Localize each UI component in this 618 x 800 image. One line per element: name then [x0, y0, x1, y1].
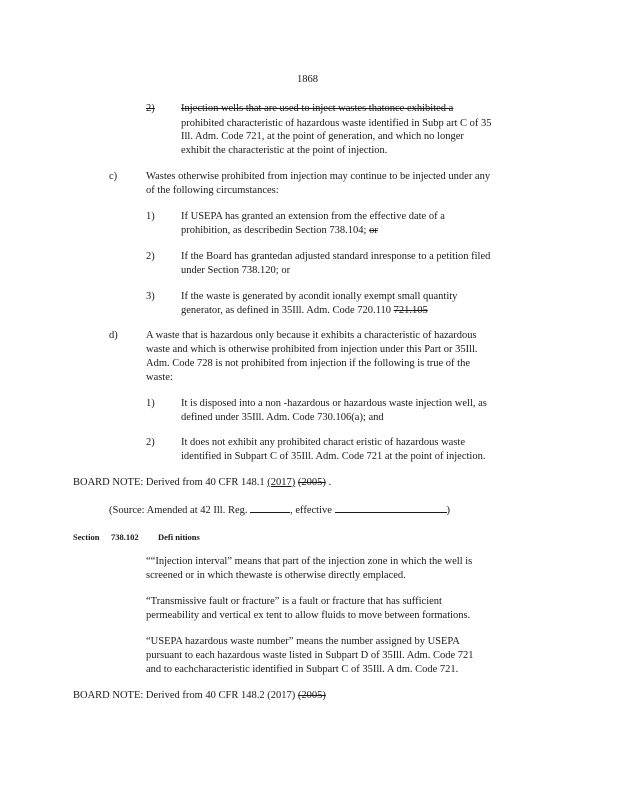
- text-line: It is disposed into a non -hazardous or hazardous waste injection well, as: [181, 398, 487, 409]
- text-line: prohibition, as describedin Section 738.104; or: [181, 225, 378, 236]
- definition-line: permeability and vertical ex tent to allow fluids to move between formations.: [146, 610, 471, 621]
- definition-line: “USEPA hazardous waste number” means the number assigned by USEPA: [146, 636, 460, 647]
- text-line: of the following circumstances:: [146, 185, 279, 196]
- text-line: waste and which is otherwise prohibited from injection under this Part or 35Ill.: [146, 344, 478, 355]
- item-label: 1): [146, 398, 155, 409]
- definition-line: ““Injection interval” means that part of the injection zone in which the well is: [146, 556, 473, 567]
- text-line: under Section 738.120; or: [181, 265, 291, 276]
- text-line: It does not exhibit any prohibited charact eristic of hazardous waste: [181, 437, 465, 448]
- definition-line: “Transmissive fault or fracture” is a fault or fracture that has sufficient: [146, 596, 442, 607]
- text-line: Adm. Code 728 is not prohibited from injection if the following is true of the: [146, 358, 470, 369]
- text-line: generator, as defined in 35Ill. Adm. Code 720.110 721.105: [181, 305, 428, 316]
- text-line: identified in Subpart C of 35Ill. Adm. Code 721 at the point of injection.: [181, 451, 486, 462]
- struck-word: 721.105: [393, 305, 428, 316]
- item-label: 3): [146, 291, 155, 302]
- text-line: If the waste is generated by acondit ionally exempt small quantity: [181, 291, 458, 302]
- text-line: waste:: [146, 372, 173, 383]
- item-label: 1): [146, 211, 155, 222]
- item-label: 2): [146, 103, 155, 114]
- definition-line: screened or in which thewaste is otherwise directly emplaced.: [146, 570, 406, 581]
- item-label: 2): [146, 251, 155, 262]
- struck-line: Injection wells that are used to inject wastes thatonce exhibited a: [181, 103, 454, 114]
- blank-effective-date: [335, 502, 447, 513]
- board-note: BOARD NOTE: Derived from 40 CFR 148.2 (2017) (2005): [73, 690, 326, 701]
- board-note: BOARD NOTE: Derived from 40 CFR 148.1 (2017) (2005) .: [73, 477, 332, 488]
- item-label: 2): [146, 437, 155, 448]
- text-line: Ill. Adm. Code 721, at the point of generation, and which no longer: [181, 131, 464, 142]
- text-line: exhibit the characteristic at the point of injection.: [181, 145, 388, 156]
- section-label: Section: [73, 532, 100, 542]
- text-line: A waste that is hazardous only because it exhibits a characteristic of hazardous: [146, 330, 477, 341]
- text-line: prohibited characteristic of hazardous waste identified in Subp art C of 35: [181, 118, 492, 129]
- struck-word: or: [369, 225, 378, 236]
- added-text: (2017): [267, 477, 296, 488]
- subsection-label: d): [109, 330, 118, 341]
- text-line: If USEPA has granted an extension from the effective date of a: [181, 211, 445, 222]
- source-line: (Source: Amended at 42 Ill. Reg. , effective ): [109, 502, 450, 518]
- text-line: defined under 35Ill. Adm. Code 730.106(a); and: [181, 412, 384, 423]
- section-number: 738.102: [111, 532, 139, 542]
- page-number: 1868: [297, 74, 318, 85]
- subsection-label: c): [109, 171, 118, 182]
- text-line: If the Board has grantedan adjusted standard inresponse to a petition filed: [181, 251, 491, 262]
- struck-word: (2005): [297, 690, 326, 701]
- definition-line: pursuant to each hazardous waste listed in Subpart D of 35Ill. Adm. Code 721: [146, 650, 474, 661]
- text-line: Wastes otherwise prohibited from injection may continue to be injected under any: [146, 171, 491, 182]
- struck-word: (2005): [297, 477, 326, 488]
- definition-line: and to eachcharacteristic identified in Subpart C of 35Ill. A dm. Code 721.: [146, 664, 459, 675]
- section-title: Defi nitions: [158, 532, 200, 542]
- blank-register-page: [250, 502, 290, 513]
